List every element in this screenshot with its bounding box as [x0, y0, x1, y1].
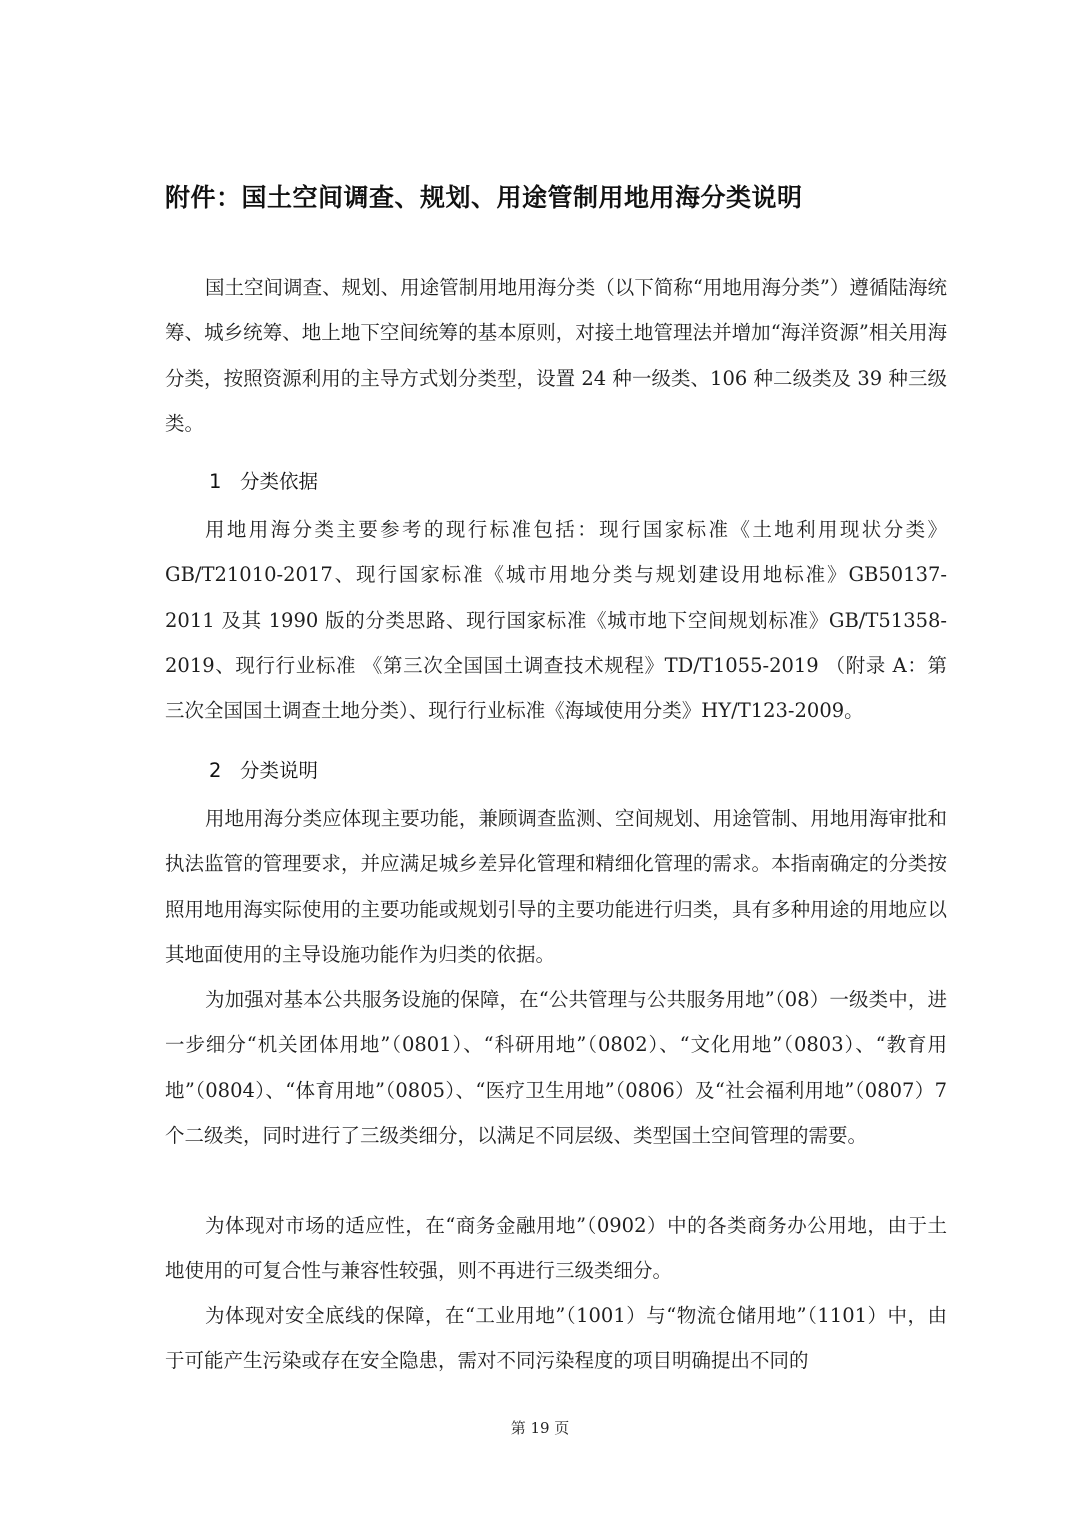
section-number: 1 — [209, 470, 222, 493]
page-number: 第 19 页 — [510, 1419, 570, 1437]
basis-paragraph: 用地用海分类主要参考的现行标准包括：现行国家标准《土地利用现状分类》GB/T21010-2017、现行国家标准《城市用地分类与规划建设用地标准》GB50137-2011 及其 1990 版的分类思路、现行国家标准《城市地下空间规划标准》GB/T51358-2019、现行行业标准 《第三次全国国土调查技术规程》TD/T1055-2019 （附录 A：第三次全国国土调查土地分类）、现行行业标准《海域使用分类》HY/T123-2009。 — [165, 518, 947, 723]
document-title: 附件：国土空间调查、规划、用途管制用地用海分类说明 — [165, 183, 803, 212]
intro-paragraph: 国土空间调查、规划、用途管制用地用海分类（以下简称“用地用海分类”）遵循陆海统筹、城乡统筹、地上地下空间统筹的基本原则，对接土地管理法并增加“海洋资源”相关用海分类，按照资源利用的主导方式划分类型，设置 24 种一级类、106 种二级类及 39 种三级类。 — [165, 276, 947, 435]
section-title: 分类说明 — [240, 759, 319, 782]
section-number: 2 — [209, 759, 222, 782]
section-heading-2 — [209, 755, 318, 787]
explanation-paragraph-2: 为加强对基本公共服务设施的保障，在“公共管理与公共服务用地”（08）一级类中，进一步细分“机关团体用地”（0801）、“科研用地”（0802）、“文化用地”（0803）、“教育用地”（0804）、“体育用地”（0805）、“医疗卫生用地”（0806）及“社会福利用地”（0807）7 个二级类，同时进行了三级类细分，以满足不同层级、类型国土空间管理的需要。 — [165, 988, 947, 1147]
explanation-paragraph-3: 为体现对市场的适应性，在“商务金融用地”（0902）中的各类商务办公用地，由于土地使用的可复合性与兼容性较强，则不再进行三级类细分。 — [165, 1214, 947, 1283]
section-heading-1 — [209, 466, 318, 498]
explanation-paragraph-1: 用地用海分类应体现主要功能，兼顾调查监测、空间规划、用途管制、用地用海审批和执法监管的管理要求，并应满足城乡差异化管理和精细化管理的需求。本指南确定的分类按照用地用海实际使用的主要功能或规划引导的主要功能进行归类，具有多种用途的用地应以其地面使用的主导设施功能作为归类的依据。 — [165, 807, 947, 966]
section-title: 分类依据 — [240, 470, 319, 493]
explanation-paragraph-4: 为体现对安全底线的保障，在“工业用地”（1001）与“物流仓储用地”（1101）中，由于可能产生污染或存在安全隐患，需对不同污染程度的项目明确提出不同的 — [165, 1304, 947, 1373]
